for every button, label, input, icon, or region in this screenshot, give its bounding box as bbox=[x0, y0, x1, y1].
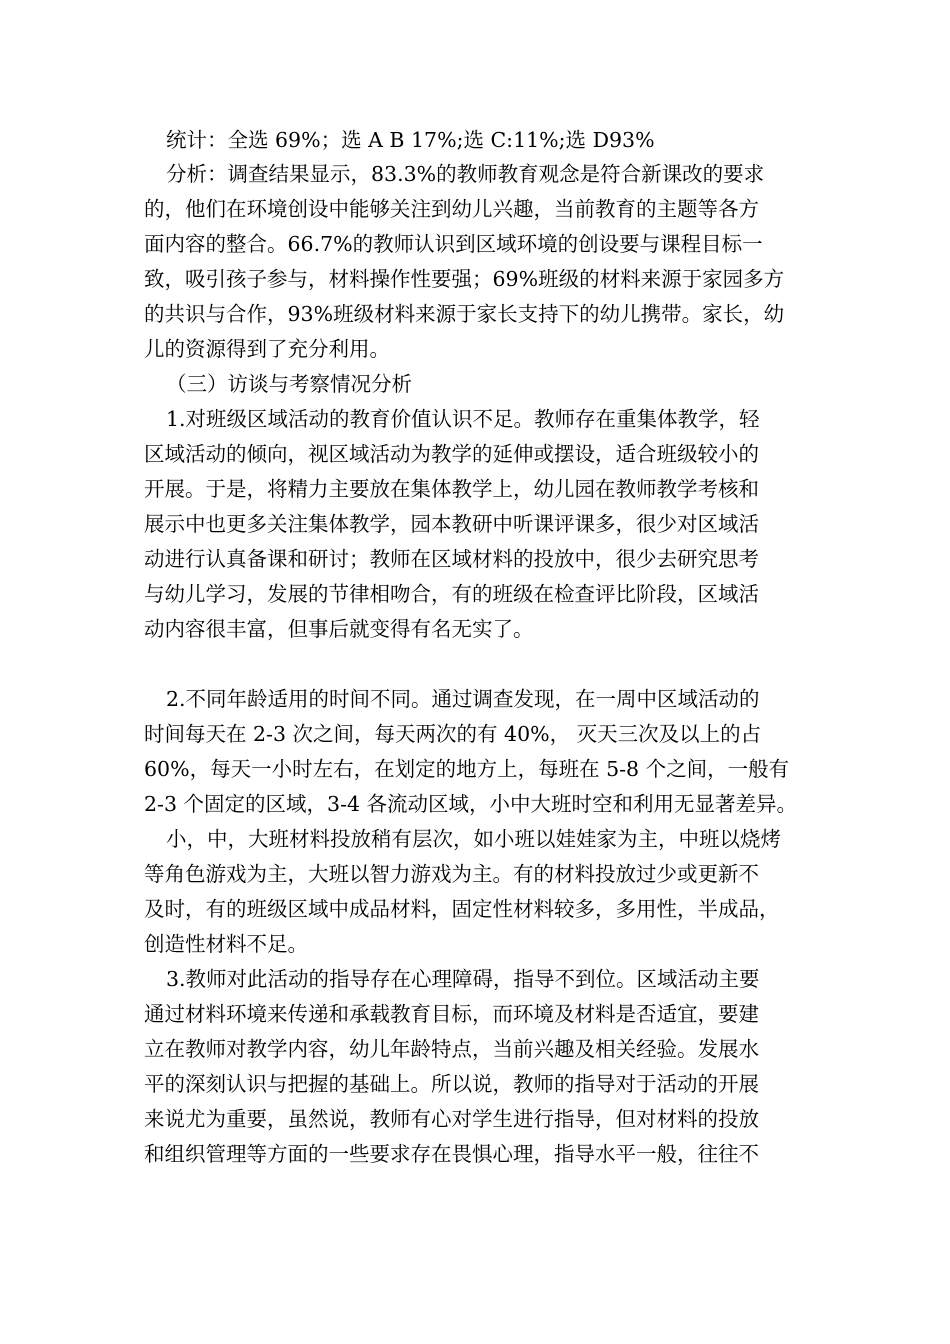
paragraph-2-line-4: 2-3 个固定的区域，3-4 各流动区域，小中大班时空和利用无显著差异。 bbox=[144, 792, 798, 816]
paragraph-4-line-5: 来说尤为重要，虽然说，教师有心对学生进行指导，但对材料的投放 bbox=[144, 1107, 759, 1131]
paragraph-1-line-6: 与幼儿学习，发展的节律相吻合，有的班级在检查评比阶段，区域活 bbox=[144, 582, 759, 606]
paragraph-1-line-5: 动进行认真备课和研讨；教师在区域材料的投放中，很少去研究思考 bbox=[144, 547, 759, 571]
stats-line: 统计：全选 69%；选 A B 17%;选 C:11%;选 D93% bbox=[166, 128, 655, 152]
paragraph-4-line-2: 通过材料环境来传递和承载教育目标，而环境及材料是否适宜，要建 bbox=[144, 1002, 759, 1026]
paragraph-4-line-6: 和组织管理等方面的一些要求存在畏惧心理，指导水平一般，往往不 bbox=[144, 1142, 759, 1166]
analysis-line-2: 的，他们在环境创设中能够关注到幼儿兴趣，当前教育的主题等各方 bbox=[144, 197, 759, 221]
analysis-line-3: 面内容的整合。66.7%的教师认识到区域环境的创设要与课程目标一 bbox=[144, 232, 763, 256]
paragraph-2-line-1: 2.不同年龄适用的时间不同。通过调查发现，在一周中区域活动的 bbox=[166, 687, 760, 711]
paragraph-3-line-3: 及时，有的班级区域中成品材料，固定性材料较多，多用性，半成品， bbox=[144, 897, 780, 921]
paragraph-1-line-7: 动内容很丰富，但事后就变得有名无实了。 bbox=[144, 617, 534, 641]
analysis-line-4: 致，吸引孩子参与，材料操作性要强；69%班级的材料来源于家园多方 bbox=[144, 267, 785, 291]
paragraph-3-line-2: 等角色游戏为主，大班以智力游戏为主。有的材料投放过少或更新不 bbox=[144, 862, 759, 886]
paragraph-1-line-4: 展示中也更多关注集体教学，园本教研中听课评课多，很少对区域活 bbox=[144, 512, 759, 536]
paragraph-3-line-1: 小，中，大班材料投放稍有层次，如小班以娃娃家为主，中班以烧烤 bbox=[166, 827, 781, 851]
paragraph-3-line-4: 创造性材料不足。 bbox=[144, 932, 308, 956]
analysis-line-1: 分析：调查结果显示，83.3%的教师教育观念是符合新课改的要求 bbox=[166, 162, 765, 186]
paragraph-2-line-3: 60%，每天一小时左右，在划定的地方上，每班在 5-8 个之间，一般有 bbox=[144, 757, 790, 781]
paragraph-4-line-3: 立在教师对教学内容，幼儿年龄特点，当前兴趣及相关经验。发展水 bbox=[144, 1037, 759, 1061]
paragraph-4-line-1: 3.教师对此活动的指导存在心理障碍，指导不到位。区域活动主要 bbox=[166, 967, 760, 991]
analysis-line-5: 的共识与合作，93%班级材料来源于家长支持下的幼儿携带。家长，幼 bbox=[144, 302, 785, 326]
section-heading: （三）访谈与考察情况分析 bbox=[166, 372, 412, 396]
analysis-line-6: 儿的资源得到了充分利用。 bbox=[144, 337, 390, 361]
paragraph-4-line-4: 平的深刻认识与把握的基础上。所以说，教师的指导对于活动的开展 bbox=[144, 1072, 759, 1096]
paragraph-1-line-1: 1.对班级区域活动的教育价值认识不足。教师存在重集体教学，轻 bbox=[166, 407, 760, 431]
paragraph-1-line-3: 开展。于是，将精力主要放在集体教学上，幼儿园在教师教学考核和 bbox=[144, 477, 759, 501]
paragraph-1-line-2: 区域活动的倾向，视区域活动为教学的延伸或摆设，适合班级较小的 bbox=[144, 442, 759, 466]
paragraph-2-line-2: 时间每天在 2-3 次之间，每天两次的有 40%， 灭天三次及以上的占 bbox=[144, 722, 762, 746]
